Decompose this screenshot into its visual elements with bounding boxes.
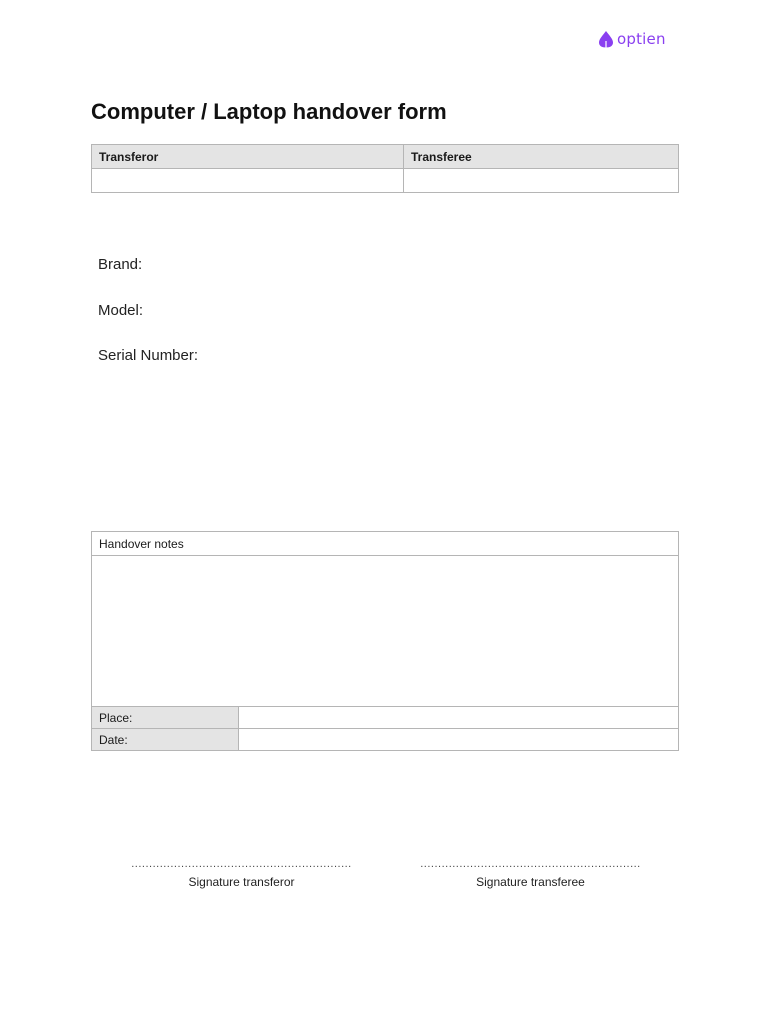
parties-table — [91, 144, 679, 193]
handover-notes-header: Handover notes — [92, 532, 679, 556]
transferee-header: Transferee — [404, 145, 679, 169]
place-label: Place: — [92, 707, 239, 729]
brand-logo — [598, 30, 666, 48]
handover-notes-field[interactable] — [92, 556, 679, 707]
date-field[interactable] — [239, 729, 679, 751]
handover-notes-table — [91, 531, 679, 751]
signature-transferee-block — [393, 856, 668, 889]
signature-line[interactable]: .............................................................. — [131, 858, 352, 870]
brand-name: optien — [617, 30, 666, 48]
brand-label: Brand: — [98, 256, 143, 273]
place-field[interactable] — [239, 707, 679, 729]
model-label: Model: — [98, 302, 144, 319]
signature-transferor-label: Signature transferor — [188, 875, 295, 889]
signature-transferor-block — [104, 856, 379, 889]
transferor-field[interactable] — [92, 169, 404, 193]
page-title: Computer / Laptop handover form — [91, 99, 447, 124]
transferor-header: Transferor — [92, 145, 404, 169]
drop-icon — [598, 30, 614, 48]
serial-number-label: Serial Number: — [98, 347, 199, 364]
date-label: Date: — [92, 729, 239, 751]
signature-transferee-label: Signature transferee — [476, 875, 585, 889]
transferee-field[interactable] — [404, 169, 679, 193]
signature-line[interactable]: .............................................................. — [420, 858, 641, 870]
